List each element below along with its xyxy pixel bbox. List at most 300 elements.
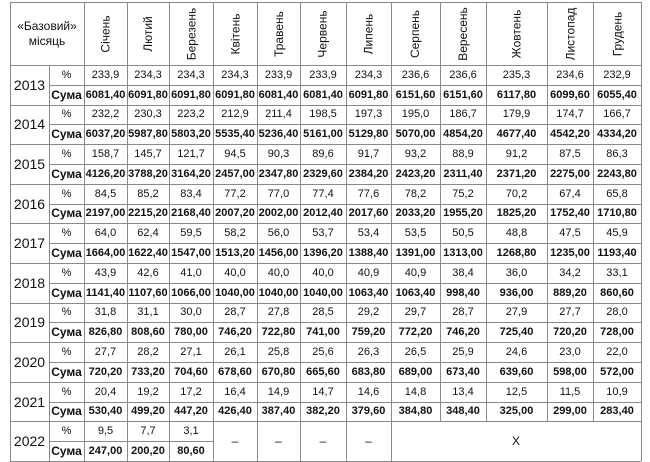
percent-cell: 59,5 (180, 227, 202, 240)
percent-cell: 27,8 (267, 306, 290, 319)
sum-label: Сума (51, 87, 82, 102)
month-header-label: Квітень (227, 13, 242, 54)
sum-cell: 4126,20 (85, 167, 126, 180)
percent-cell: 14,7 (312, 385, 334, 398)
percent-cell: 211,4 (265, 108, 292, 121)
sum-cell: 6037,20 (85, 128, 126, 141)
percent-label: % (61, 227, 72, 240)
sum-cell: 673,40 (446, 365, 480, 378)
year-label: 2022 (13, 433, 46, 450)
sum-cell: 6151,60 (395, 88, 436, 101)
sum-label: Сума (51, 325, 82, 340)
sum-cell: 2275,00 (550, 167, 590, 180)
percent-cell: 14,8 (404, 385, 427, 398)
month-header-label: Листопад (563, 7, 578, 60)
column-line (391, 2, 392, 461)
percent-cell: 234,3 (177, 68, 205, 81)
row-split-line (49, 402, 641, 403)
year-label: 2019 (13, 314, 46, 331)
percent-cell: 234,3 (354, 68, 383, 81)
percent-cell: 91,2 (505, 148, 528, 161)
percent-cell: 235,3 (502, 68, 531, 81)
month-header-label: Вересень (456, 6, 471, 61)
month-header (127, 2, 169, 65)
percent-cell: 26,1 (224, 346, 246, 359)
sum-cell: 598,00 (553, 365, 587, 378)
percent-cell: 19,2 (137, 385, 159, 398)
column-line (300, 2, 301, 461)
month-header (213, 2, 257, 65)
percent-cell: 13,4 (452, 385, 474, 398)
sum-cell: 2384,20 (348, 167, 389, 180)
sum-cell: 1710,80 (597, 207, 637, 220)
percent-cell: 30,0 (180, 306, 202, 319)
column-line (213, 2, 214, 461)
percent-cell: 198,5 (309, 108, 337, 121)
sum-cell: 5070,00 (395, 128, 436, 141)
percent-cell: 16,4 (224, 385, 246, 398)
sum-cell: 780,00 (174, 326, 208, 339)
sum-cell: 299,00 (553, 405, 587, 418)
sum-cell: 200,20 (131, 445, 165, 458)
row-split-line (49, 164, 641, 165)
sum-cell: 1391,00 (395, 247, 436, 260)
percent-cell: 53,5 (404, 227, 427, 240)
percent-cell: 40,9 (404, 266, 427, 279)
percent-cell: 28,5 (312, 306, 334, 319)
percent-cell: 29,7 (404, 306, 427, 319)
sum-cell: 6055,40 (597, 88, 637, 101)
sum-cell: 4854,20 (443, 128, 483, 141)
percent-cell: 179,9 (502, 108, 531, 121)
column-line (346, 2, 347, 461)
percent-cell: 38,4 (452, 266, 474, 279)
sum-cell: 772,20 (398, 326, 433, 339)
sum-cell: 1752,40 (550, 207, 590, 220)
year-label: 2021 (13, 393, 46, 410)
column-line (641, 2, 642, 461)
percent-cell: 25,8 (267, 346, 290, 359)
sum-label: Сума (51, 246, 82, 261)
dash-cell: – (231, 434, 239, 449)
sum-cell: 2017,60 (348, 207, 389, 220)
percent-cell: 84,5 (94, 187, 117, 200)
percent-cell: 27,1 (180, 346, 202, 359)
percent-cell: 91,7 (357, 148, 380, 161)
sum-cell: 733,20 (131, 365, 165, 378)
dash-cell: – (365, 434, 372, 449)
sum-cell: 936,00 (499, 286, 534, 299)
sum-cell: 889,20 (553, 286, 587, 299)
sum-label: Сума (51, 206, 82, 221)
sum-cell: 6091,80 (128, 88, 168, 101)
sum-cell: 741,00 (306, 326, 340, 339)
sum-cell: 860,60 (600, 286, 634, 299)
month-header-label: Лютий (140, 15, 155, 52)
sum-cell: 1825,20 (496, 207, 537, 220)
dash-cell: – (319, 434, 327, 449)
percent-cell: 14,6 (357, 385, 380, 398)
sum-cell: 1063,40 (395, 286, 436, 299)
percent-cell: 87,5 (559, 148, 581, 161)
base-month-header-line1: «Базовий» (17, 18, 77, 33)
percent-cell: 212,9 (221, 108, 249, 121)
sum-cell: 247,00 (88, 445, 123, 458)
percent-cell: 40,0 (312, 266, 334, 279)
percent-cell: 234,3 (221, 68, 249, 81)
sum-label: Сума (51, 285, 82, 300)
sum-cell: 720,20 (553, 326, 587, 339)
percent-label: % (61, 68, 72, 81)
percent-cell: 236,6 (401, 68, 430, 81)
percent-cell: 14,9 (267, 385, 290, 398)
percent-cell: 174,7 (556, 108, 584, 121)
sum-cell: 722,80 (261, 326, 296, 339)
percent-cell: 88,9 (452, 148, 474, 161)
percent-cell: 48,8 (505, 227, 528, 240)
percent-cell: 85,2 (137, 187, 159, 200)
row-split-line (49, 124, 641, 125)
sum-cell: 4677,40 (496, 128, 537, 141)
percent-cell: 53,7 (312, 227, 334, 240)
percent-cell: 65,8 (606, 187, 628, 200)
percent-cell: 70,2 (505, 187, 528, 200)
percent-cell: 26,3 (357, 346, 380, 359)
sum-cell: 2197,00 (85, 207, 126, 220)
sum-cell: 1235,00 (550, 247, 590, 260)
sum-cell: 1141,40 (85, 286, 126, 299)
percent-cell: 26,5 (404, 346, 427, 359)
percent-cell: 94,5 (224, 148, 246, 161)
percent-cell: 158,7 (91, 148, 120, 161)
percent-cell: 236,6 (449, 68, 477, 81)
percent-cell: 166,7 (603, 108, 631, 121)
sum-cell: 382,20 (306, 405, 340, 418)
percent-cell: 43,9 (94, 266, 117, 279)
year-divider-line (10, 421, 641, 422)
sum-cell: 2168,40 (171, 207, 211, 220)
sum-cell: 720,20 (88, 365, 123, 378)
sum-cell: 678,60 (218, 365, 252, 378)
percent-cell: 34,2 (559, 266, 581, 279)
sum-cell: 1547,00 (171, 247, 211, 260)
percent-cell: 23,0 (559, 346, 581, 359)
column-line (486, 2, 487, 421)
year-label: 2020 (13, 353, 46, 370)
percent-cell: 77,0 (267, 187, 290, 200)
sum-cell: 6099,60 (550, 88, 590, 101)
sum-cell: 3164,20 (171, 167, 211, 180)
row-split-line (49, 204, 641, 205)
month-header-label: Липень (361, 13, 376, 54)
percent-cell: 89,6 (312, 148, 334, 161)
percent-label: % (61, 108, 72, 121)
sum-cell: 4334,20 (597, 128, 637, 141)
percent-cell: 11,5 (559, 385, 581, 398)
sum-cell: 1193,40 (597, 247, 637, 260)
month-header-label: Березень (184, 7, 198, 60)
sum-cell: 447,20 (174, 405, 208, 418)
column-line (547, 2, 548, 421)
sum-cell: 2457,00 (215, 167, 255, 180)
sum-cell: 6117,80 (496, 88, 537, 101)
percent-cell: 234,3 (134, 68, 162, 81)
sum-cell: 5161,00 (303, 128, 343, 141)
sum-cell: 2002,00 (258, 207, 299, 220)
percent-cell: 36,0 (505, 266, 528, 279)
sum-cell: 6151,60 (443, 88, 483, 101)
sum-cell: 1622,40 (128, 247, 168, 260)
month-header-label: Січень (98, 14, 113, 53)
sum-cell: 387,40 (261, 405, 296, 418)
month-header-label: Червень (316, 9, 331, 58)
percent-cell: 58,2 (224, 227, 246, 240)
percent-label: % (61, 385, 72, 398)
percent-cell: 31,1 (137, 306, 159, 319)
percent-cell: 93,2 (404, 148, 427, 161)
sum-cell: 746,20 (218, 326, 252, 339)
percent-cell: 28,2 (137, 346, 159, 359)
sum-cell: 6091,80 (215, 88, 255, 101)
sum-cell: 2347,80 (258, 167, 299, 180)
sum-cell: 5803,20 (171, 128, 211, 141)
sum-cell: 689,00 (398, 365, 433, 378)
sum-cell: 1513,20 (215, 247, 255, 260)
sum-cell: 759,20 (351, 326, 386, 339)
sum-cell: 5535,40 (215, 128, 255, 141)
percent-cell: 186,7 (449, 108, 477, 121)
row-split-line (49, 362, 641, 363)
percent-cell: 78,2 (404, 187, 427, 200)
percent-label: % (61, 187, 72, 200)
year-label: 2013 (13, 76, 46, 93)
sum-cell: 4542,20 (550, 128, 590, 141)
sum-cell: 998,40 (446, 286, 480, 299)
sum-cell: 6081,40 (85, 88, 126, 101)
sum-cell: 6081,40 (258, 88, 299, 101)
percent-cell: 28,0 (606, 306, 628, 319)
column-line (49, 65, 50, 461)
percent-cell: 10,9 (606, 385, 628, 398)
percent-cell: 90,3 (267, 148, 290, 161)
month-header (346, 2, 391, 65)
year-label: 2018 (13, 274, 46, 291)
sum-cell: 2033,20 (395, 207, 436, 220)
percent-label: % (61, 346, 72, 359)
sum-cell: 746,20 (446, 326, 480, 339)
sum-cell: 1268,80 (496, 247, 537, 260)
month-header (391, 2, 440, 65)
column-line (257, 2, 258, 461)
sum-label: Сума (51, 364, 82, 379)
sum-cell: 683,80 (351, 365, 386, 378)
percent-cell: 234,6 (556, 68, 584, 81)
sum-cell: 379,60 (351, 405, 386, 418)
sum-cell: 1396,20 (303, 247, 343, 260)
percent-cell: 83,4 (180, 187, 202, 200)
month-header (257, 2, 300, 65)
percent-label: % (61, 425, 72, 438)
row-split-line (49, 85, 641, 86)
sum-cell: 2329,60 (303, 167, 343, 180)
sum-cell: 426,40 (218, 405, 252, 418)
percent-cell: 27,9 (505, 306, 528, 319)
percent-cell: 197,3 (354, 108, 383, 121)
sum-cell: 1955,20 (443, 207, 483, 220)
percent-cell: 47,5 (559, 227, 581, 240)
month-header-label: Жовтень (509, 9, 524, 58)
sum-label: Сума (51, 166, 82, 181)
sum-cell: 826,80 (88, 326, 123, 339)
percent-cell: 27,7 (94, 346, 117, 359)
percent-cell: 50,5 (452, 227, 474, 240)
dash-cell: – (275, 434, 282, 449)
percent-cell: 62,4 (137, 227, 159, 240)
percent-cell: 232,2 (91, 108, 120, 121)
sum-cell: 639,60 (499, 365, 534, 378)
row-split-line (49, 322, 641, 323)
sum-cell: 348,40 (446, 405, 480, 418)
column-line (593, 2, 594, 421)
percent-cell: 77,4 (312, 187, 334, 200)
column-line (127, 2, 128, 461)
month-header (440, 2, 486, 65)
percent-cell: 121,7 (177, 148, 205, 161)
sum-cell: 325,00 (499, 405, 534, 418)
month-header (84, 2, 127, 65)
month-header-label: Травень (271, 10, 286, 57)
year-label: 2014 (13, 116, 46, 133)
sum-cell: 572,00 (600, 365, 634, 378)
sum-cell: 283,40 (600, 405, 634, 418)
row-split-line (49, 441, 213, 442)
percent-label: % (61, 266, 72, 279)
month-header (486, 2, 547, 65)
percent-cell: 56,0 (267, 227, 290, 240)
percent-cell: 223,2 (177, 108, 205, 121)
row-split-line (49, 283, 641, 284)
sum-label: Сума (51, 127, 82, 142)
percent-cell: 40,9 (357, 266, 380, 279)
percent-cell: 45,9 (606, 227, 628, 240)
month-header-label: Грудень (610, 11, 624, 56)
sum-cell: 670,80 (261, 365, 296, 378)
percent-cell: 42,6 (137, 266, 159, 279)
sum-cell: 530,40 (88, 405, 123, 418)
percent-cell: 25,6 (312, 346, 334, 359)
sum-cell: 1063,40 (348, 286, 389, 299)
percent-cell: 145,7 (134, 148, 162, 161)
percent-cell: 233,9 (91, 68, 120, 81)
percent-cell: 7,7 (140, 425, 156, 438)
base-month-header (10, 2, 84, 65)
sum-cell: 6091,80 (348, 88, 389, 101)
percent-cell: 22,0 (606, 346, 628, 359)
year-label: 2015 (13, 155, 46, 172)
month-header (169, 2, 213, 65)
sum-cell: 499,20 (131, 405, 165, 418)
sum-cell: 80,60 (177, 445, 205, 458)
percent-cell: 25,9 (452, 346, 474, 359)
percent-cell: 29,2 (357, 306, 380, 319)
month-header (593, 2, 641, 65)
percent-cell: 33,1 (606, 266, 628, 279)
month-header (547, 2, 593, 65)
percent-cell: 28,7 (452, 306, 474, 319)
sum-cell: 704,60 (174, 365, 208, 378)
sum-cell: 6081,40 (303, 88, 343, 101)
month-header (300, 2, 346, 65)
sum-cell: 1040,00 (258, 286, 299, 299)
row-split-line (49, 243, 641, 244)
percent-cell: 24,6 (505, 346, 528, 359)
percent-cell: 3,1 (183, 425, 199, 438)
percent-cell: 41,0 (180, 266, 202, 279)
sum-cell: 3788,20 (128, 167, 168, 180)
percent-cell: 9,5 (97, 425, 114, 438)
sum-cell: 1040,00 (303, 286, 343, 299)
percent-cell: 53,4 (357, 227, 380, 240)
percent-cell: 67,4 (559, 187, 581, 200)
percent-cell: 40,0 (267, 266, 290, 279)
sum-cell: 2423,20 (395, 167, 436, 180)
sum-cell: 1040,00 (215, 286, 255, 299)
base-month-header-line2: місяць (28, 33, 66, 48)
percent-cell: 17,2 (180, 385, 202, 398)
sum-cell: 384,80 (398, 405, 433, 418)
sum-cell: 1313,00 (443, 247, 483, 260)
sum-cell: 1664,00 (85, 247, 126, 260)
sum-cell: 808,60 (131, 326, 165, 339)
percent-label: % (61, 306, 72, 319)
sum-cell: 2311,40 (443, 167, 483, 180)
year-label: 2017 (13, 235, 46, 252)
sum-cell: 725,40 (499, 326, 534, 339)
percent-cell: 233,9 (264, 68, 293, 81)
percent-cell: 64,0 (94, 227, 117, 240)
sum-cell: 665,60 (306, 365, 340, 378)
percent-cell: 28,7 (224, 306, 246, 319)
percent-cell: 195,0 (401, 108, 430, 121)
sum-label: Сума (51, 444, 82, 459)
percent-cell: 27,7 (559, 306, 581, 319)
percent-cell: 31,8 (94, 306, 117, 319)
sum-cell: 1388,40 (348, 247, 389, 260)
sum-cell: 5129,80 (348, 128, 389, 141)
sum-cell: 2007,20 (215, 207, 255, 220)
sum-cell: 2243,80 (597, 167, 637, 180)
sum-cell: 2012,40 (303, 207, 343, 220)
percent-cell: 40,0 (224, 266, 246, 279)
percent-cell: 77,6 (357, 187, 380, 200)
percent-cell: 86,3 (606, 148, 628, 161)
not-applicable-cell: Х (511, 434, 520, 449)
percent-cell: 77,2 (224, 187, 246, 200)
sum-cell: 2371,20 (496, 167, 537, 180)
column-line (84, 2, 85, 461)
sum-cell: 2215,20 (128, 207, 168, 220)
year-label: 2016 (13, 195, 46, 212)
column-line (440, 2, 441, 421)
percent-cell: 230,3 (134, 108, 162, 121)
percent-cell: 233,9 (309, 68, 337, 81)
sum-cell: 1066,00 (171, 286, 211, 299)
sum-cell: 1456,00 (258, 247, 299, 260)
sum-cell: 5236,40 (258, 128, 299, 141)
column-line (169, 2, 170, 461)
percent-cell: 232,9 (603, 68, 631, 81)
sum-cell: 728,00 (600, 326, 634, 339)
